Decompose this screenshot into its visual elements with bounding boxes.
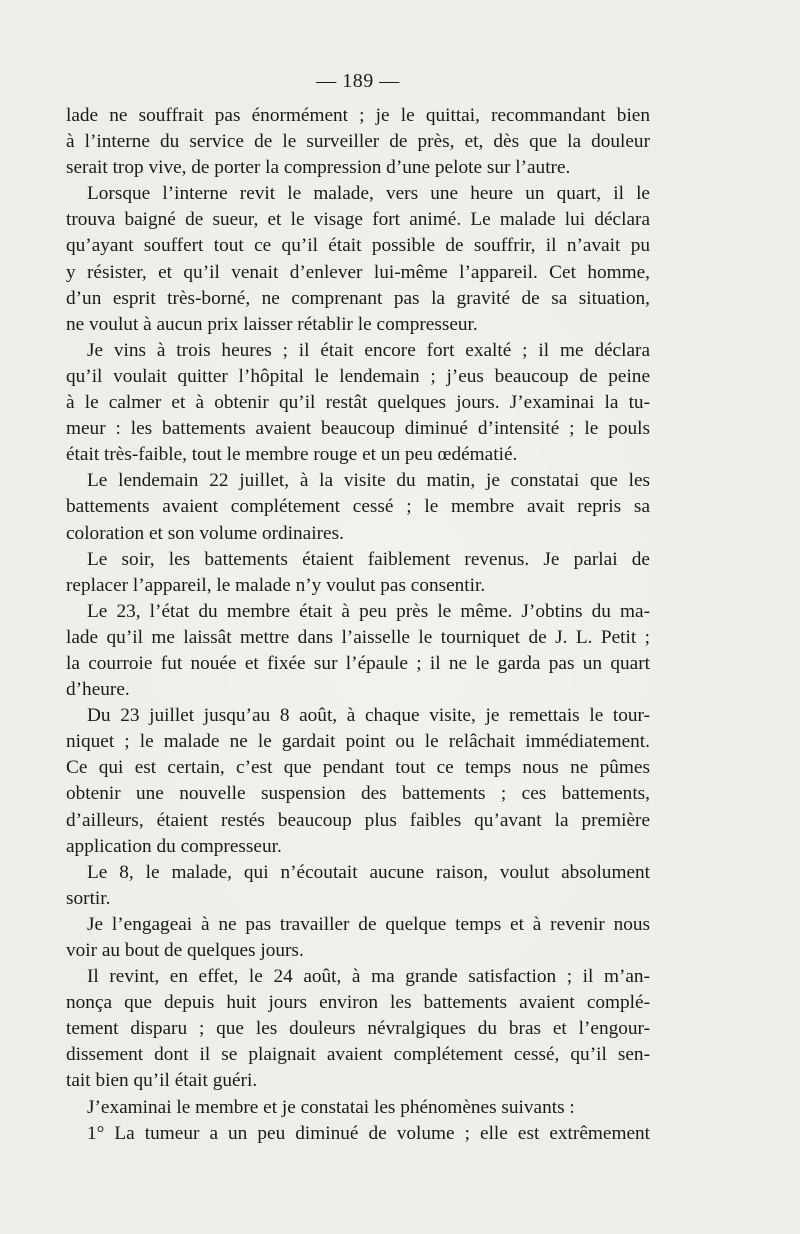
text-line: Je l’engageai à ne pas travailler de quelque temps et à revenir nous [87,913,650,935]
text-line: à le calmer et à obtenir qu’il restât quelques jours. J’examinai la tu- [66,392,650,414]
body-text [66,103,650,1147]
text-line: nonça que depuis huit jours environ les battements avaient complé- [66,992,650,1014]
text-line: niquet ; le malade ne le gardait point ou le relâchait immédiatement. [66,731,650,753]
text-line: battements avaient complétement cessé ; le membre avait repris sa [66,496,650,518]
text-line: y résister, et qu’il venait d’enlever lui-même l’appareil. Cet homme, [66,261,650,283]
text-line: meur : les battements avaient beaucoup diminué d’intensité ; le pouls [66,418,650,440]
text-line: Le soir, les battements étaient faiblement revenus. Je parlai de [87,548,650,570]
text-line: Le 23, l’état du membre était à peu près le même. J’obtins du ma- [87,600,650,622]
text-line: tement disparu ; que les douleurs névralgiques du bras et l’engour- [66,1018,650,1040]
text-line: était très-faible, tout le membre rouge et un peu œdématié. [66,444,518,466]
text-line: lade ne souffrait pas énormément ; je le quittai, recommandant bien [66,105,650,126]
text-line: obtenir une nouvelle suspension des battements ; ces battements, [66,783,650,805]
text-line: Le lendemain 22 juillet, à la visite du matin, je constatai que les [87,470,650,492]
text-line: d’ailleurs, étaient restés beaucoup plus faibles qu’avant la première [66,809,650,831]
text-line: ne voulut à aucun prix laisser rétablir le compresseur. [66,313,478,335]
text-line: la courroie fut nouée et fixée sur l’épaule ; il ne le garda pas un quart [66,652,650,674]
text-line: Lorsque l’interne revit le malade, vers une heure un quart, il le [87,183,650,205]
text-line: J’examinai le membre et je constatai les phénomènes suivants : [87,1096,575,1118]
text-line: coloration et son volume ordinaires. [66,522,344,544]
text-line: Le 8, le malade, qui n’écoutait aucune raison, voulut absolument [87,861,650,883]
text-line: voir au bout de quelques jours. [66,940,304,961]
text-line: d’un esprit très-borné, ne comprenant pas la gravité de sa situation, [66,287,650,309]
text-line: Il revint, en effet, le 24 août, à ma grande satisfaction ; il m’an- [87,966,650,988]
text-line: qu’ayant souffert tout ce qu’il était possible de souffrir, il n’avait pu [66,235,650,257]
text-line: Du 23 juillet jusqu’au 8 août, à chaque visite, je remettais le tour- [87,705,650,727]
text-line: Je vins à trois heures ; il était encore fort exalté ; il me déclara [87,339,650,361]
text-line: trouva baigné de sueur, et le visage fort animé. Le malade lui déclara [66,209,650,231]
text-line: d’heure. [66,679,130,701]
text-line: replacer l’appareil, le malade n’y voulut pas consentir. [66,574,486,596]
text-line: qu’il voulait quitter l’hôpital le lendemain ; j’eus beaucoup de peine [66,365,650,387]
text-line: Ce qui est certain, c’est que pendant tout ce temps nous ne pûmes [66,757,650,779]
text-line: à l’interne du service de le surveiller de près, et, dès que la douleur [66,131,650,153]
text-line: application du compresseur. [66,835,282,857]
text-line: sortir. [66,887,111,909]
text-line: 1° La tumeur a un peu diminué de volume ; elle est extrêmement [87,1122,650,1144]
text-line: lade qu’il me laissât mettre dans l’aisselle le tourniquet de J. L. Petit ; [66,626,650,648]
text-line: tait bien qu’il était guéri. [66,1070,258,1092]
page-number: — 189 — [316,70,400,92]
text-line: dissement dont il se plaignait avaient complétement cessé, qu’il sen- [66,1044,650,1066]
text-line: serait trop vive, de porter la compression d’une pelote sur l’autre. [66,157,571,179]
